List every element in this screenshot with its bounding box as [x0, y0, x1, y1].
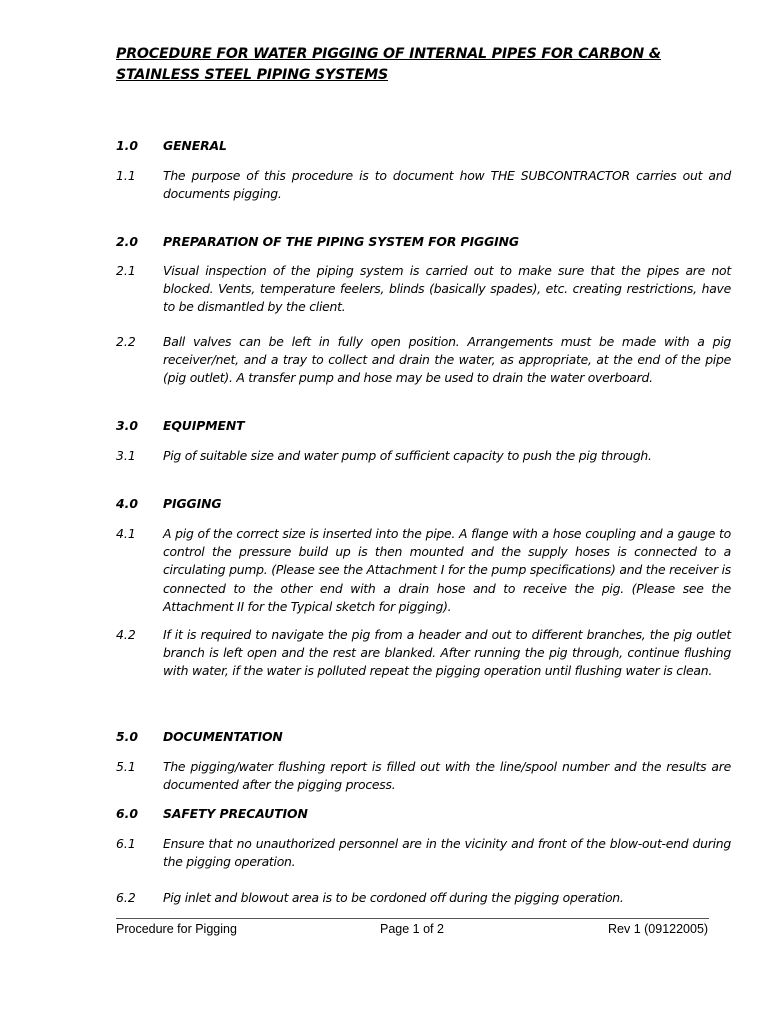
section-heading-text: PIGGING [163, 496, 222, 511]
footer-page-number: Page 1 of 2 [380, 922, 444, 936]
document-title: PROCEDURE FOR WATER PIGGING OF INTERNAL PIPES FOR CARBON & STAINLESS STEEL PIPING SYSTEMS [116, 46, 661, 83]
section-number: 5.0 [116, 729, 138, 744]
paragraph-text: If it is required to navigate the pig from a header and out to different branches, the pig outlet branch is left open and the rest are blanked. After running the pig through, continue flushing with water, if the water is polluted repeat the pigging operation until flushing water is clean. [163, 627, 731, 679]
footer-document-name: Procedure for Pigging [116, 922, 237, 936]
paragraph-number: 1.1 [116, 168, 136, 183]
paragraph-text: Ball valves can be left in fully open position. Arrangements must be made with a pig receiver/net, and a tray to collect and drain the water, as appropriate, at the end of the pipe (pig outlet). A transfer pump and hose may be used to drain the water overboard. [163, 334, 731, 386]
paragraph-number: 4.2 [116, 627, 136, 642]
section-number: 1.0 [116, 138, 138, 153]
paragraph-text: Pig of suitable size and water pump of sufficient capacity to push the pig through. [163, 448, 652, 463]
section-number: 4.0 [116, 496, 138, 511]
section-number: 2.0 [116, 234, 138, 249]
footer-divider [116, 918, 709, 919]
paragraph-text: A pig of the correct size is inserted into the pipe. A flange with a hose coupling and a gauge to control the pressure build up is then mounted and the supply hoses is connected to a circulating pump. (Please see the Attachment I for the pump specifications) and the receiver is connected to the other end with a drain hose and to receive the pig. (Please see the Attachment II for the Typical sketch for pigging). [163, 526, 731, 614]
section-heading-text: GENERAL [163, 138, 227, 153]
paragraph-number: 6.1 [116, 836, 136, 851]
section-number: 6.0 [116, 806, 138, 821]
paragraph-number: 3.1 [116, 448, 136, 463]
section-heading-text: PREPARATION OF THE PIPING SYSTEM FOR PIGGING [163, 234, 520, 249]
paragraph-text: Pig inlet and blowout area is to be cordoned off during the pigging operation. [163, 890, 624, 905]
paragraph-text: Visual inspection of the piping system is carried out to make sure that the pipes are not blocked. Vents, temperature feelers, blinds (basically spades), etc. creating restrictions, have to be dismantled by the client. [163, 263, 731, 315]
section-heading-text: DOCUMENTATION [163, 729, 283, 744]
paragraph-number: 4.1 [116, 526, 136, 541]
paragraph-text: The purpose of this procedure is to document how THE SUBCONTRACTOR carries out and documents pigging. [163, 168, 731, 202]
paragraph-number: 2.1 [116, 263, 136, 278]
section-number: 3.0 [116, 418, 138, 433]
paragraph-number: 2.2 [116, 334, 136, 349]
paragraph-text: The pigging/water flushing report is filled out with the line/spool number and the results are documented after the pigging process. [163, 759, 731, 793]
footer-revision: Rev 1 (09122005) [608, 922, 709, 936]
section-heading-text: EQUIPMENT [163, 418, 245, 433]
paragraph-number: 6.2 [116, 890, 136, 905]
section-heading-text: SAFETY PRECAUTION [163, 806, 308, 821]
paragraph-number: 5.1 [116, 759, 136, 774]
paragraph-text: Ensure that no unauthorized personnel are in the vicinity and front of the blow-out-end during the pigging operation. [163, 836, 731, 870]
